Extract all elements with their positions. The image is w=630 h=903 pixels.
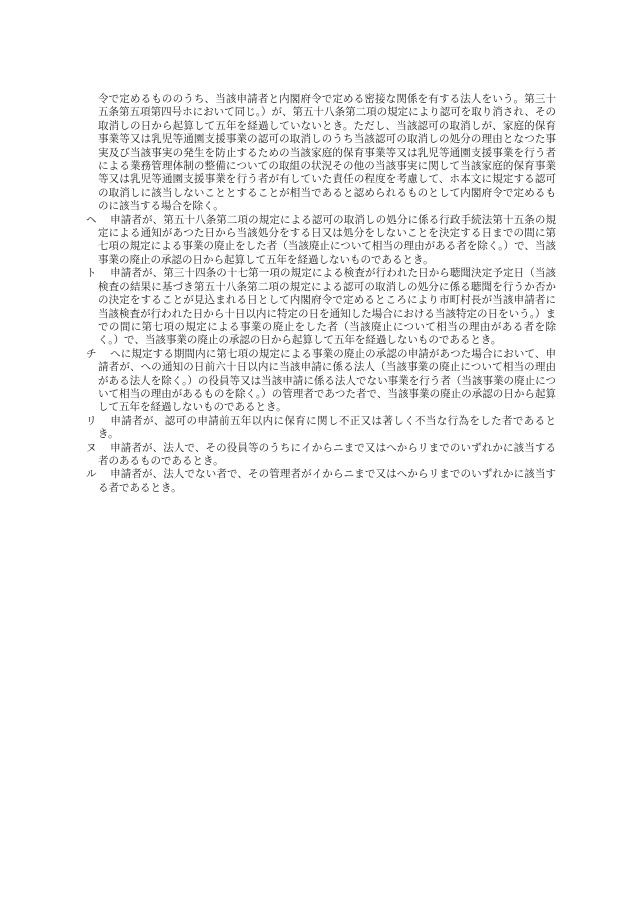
item-marker: リ	[86, 414, 97, 427]
item-text: へに規定する期間内に第七項の規定による事業の廃止の承認の申請があつた場合において、申請者が、への通知の日前六十日以内に当該申請に係る法人（当該事業の廃止について相当の理由がある法人を除く。）の役員等又は当該申請に係る法人でない事業を行う者（当該事業の廃止について相当の理由があるものを除く。）の管理者であつた者で、当該事業の廃止の承認の日から起算して五年を経過しないものであるとき。	[98, 347, 556, 414]
item-to	[86, 267, 556, 347]
item-text: 申請者が、認可の申請前五年以内に保育に関し不正又は著しく不当な行為をした者であるとき。	[98, 414, 556, 441]
item-ri	[86, 415, 556, 442]
item-ru	[86, 468, 556, 495]
document-body	[86, 93, 556, 495]
item-text: 申請者が、法人でない者で、その管理者がイからニまで又はへからリまでのいずれかに該当する者であるとき。	[98, 468, 556, 494]
continuation-paragraph: 令で定めるもののうち、当該申請者と内閣府令で定める密接な関係を有する法人をいう。第三十五条第五項第四号ホにおいて同じ。）が、第五十八条第二項の規定により認可を取り消され、その取消しの日から起算して五年を経過していないとき。ただし、当該認可の取消しが、家庭的保育事業等又は乳児等通園支援事業の認可の取消しのうち当該認可の取消しの処分の理由となつた事実及び当該事実の発生を防止するための当該家庭的保育事業等又は乳児等通園支援事業を行う者による業務管理体制の整備についての取組の状況その他の当該事実に関して当該家庭的保育事業等又は乳児等通園支援事業を行う者が有していた責任の程度を考慮して、ホ本文に規定する認可の取消しに該当しないこととすることが相当であると認められるものとして内閣府令で定めるものに該当する場合を除く。	[98, 93, 556, 213]
item-marker: ル	[86, 468, 97, 481]
item-marker: ヌ	[86, 441, 97, 454]
item-he	[86, 214, 556, 268]
item-text: 申請者が、第三十四条の十七第一項の規定による検査が行われた日から聴聞決定予定日（当該検査の結果に基づき第五十八条第二項の規定による認可の取消しの処分に係る聴聞を行うか否かの決定をすることが見込まれる日として内閣府令で定めるところにより市町村長が当該申請者に当該検査が行われた日から十日以内に特定の日を通知した場合における当該特定の日をいう。）までの間に第七項の規定による事業の廃止をした者（当該廃止について相当の理由がある者を除く。）で、当該事業の廃止の承認の日から起算して五年を経過しないものであるとき。	[98, 267, 556, 347]
item-text: 申請者が、第五十八条第二項の規定による認可の取消しの処分に係る行政手続法第十五条の規定による通知があつた日から当該処分をする日又は処分をしないことを決定する日までの間に第七項の規定による事業の廃止をした者（当該廃止について相当の理由がある者を除く。）で、当該事業の廃止の承認の日から起算して五年を経過しないものであるとき。	[98, 213, 556, 266]
item-marker: チ	[86, 347, 97, 360]
item-marker: ト	[86, 267, 97, 280]
item-nu	[86, 442, 556, 469]
item-marker: ヘ	[86, 213, 97, 226]
item-chi	[86, 348, 556, 415]
item-text: 申請者が、法人で、その役員等のうちにイからニまで又はへからリまでのいずれかに該当する者のあるものであるとき。	[98, 441, 556, 467]
